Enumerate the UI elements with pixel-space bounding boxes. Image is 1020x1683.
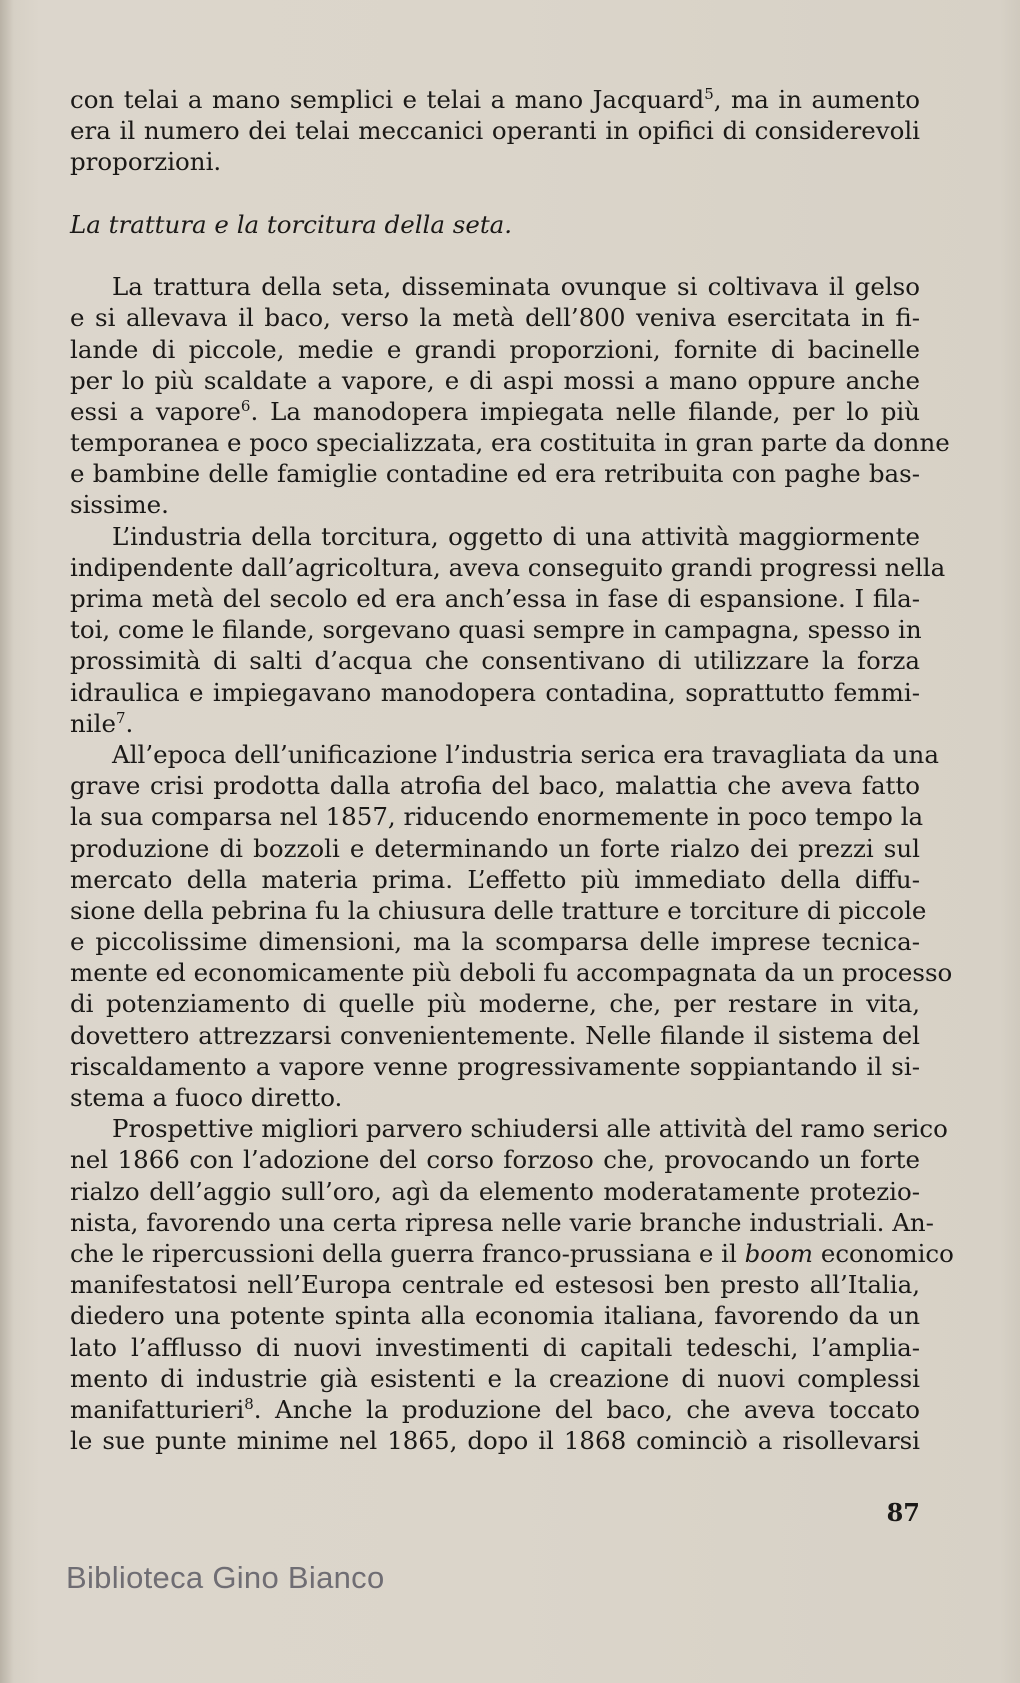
text-line: diedero una potente spinta alla economia italiana, favorendo da un (70, 1301, 920, 1331)
text-line: L’industria della torcitura, oggetto di una attività maggiormente (112, 521, 920, 551)
footnote-ref: 8 (244, 1394, 254, 1413)
italic-term: boom (744, 1238, 814, 1268)
text-line: grave crisi prodotta dalla atrofia del baco, malattia che aveva fatto (70, 771, 920, 801)
body-text (70, 84, 954, 1456)
text-line: mento di industrie già esistenti e la creazione di nuovi complessi (70, 1363, 920, 1393)
text-line: manifestatosi nell’Europa centrale ed estesosi ben presto all’Italia, (70, 1270, 920, 1300)
text-line: prossimità di salti d’acqua che consentivano di utilizzare la forza (70, 646, 920, 676)
text-line: riscaldamento a vapore venne progressivamente soppiantando il si- (70, 1051, 920, 1081)
text-line: era il numero dei telai meccanici operanti in opifici di considerevoli (70, 116, 920, 146)
text-line: e si allevava il baco, verso la metà dell’800 veniva esercitata in fi- (70, 303, 920, 333)
text-line: nile$^7$. (70, 708, 134, 738)
text-line: e piccolissime dimensioni, ma la scomparsa delle imprese tecnica- (70, 927, 920, 957)
page-number: 87 (886, 1498, 920, 1527)
library-watermark: Biblioteca Gino Bianco (66, 1560, 385, 1595)
text-line: di potenziamento di quelle più moderne, che, per restare in vita, (70, 989, 920, 1019)
text-line: stema a fuoco diretto. (70, 1083, 343, 1112)
text-line: prima metà del secolo ed era anch’essa in fase di espansione. I fila- (70, 584, 920, 613)
footnote-ref: 6 (240, 396, 251, 415)
text-line: Prospettive migliori parvero schiudersi alle attività del ramo serico (112, 1114, 948, 1144)
text-line: All’epoca dell’unificazione l’industria serica era travagliata da una (112, 739, 939, 769)
text-line: lato l’afflusso di nuovi investimenti di capitali tedeschi, l’amplia- (70, 1332, 920, 1362)
text-line: mercato della materia prima. L’effetto più immediato della diffu- (70, 864, 920, 894)
text-line: essi a vapore$^6$. La manodopera impiegata nelle filande, per lo più (70, 396, 920, 426)
footnote-ref: 7 (115, 708, 126, 727)
text-line: che le ripercussioni della guerra franco-prussiana e il boom economico (70, 1238, 954, 1268)
text-line: sione della pebrina fu la chiusura delle tratture e torciture di piccole (70, 895, 927, 925)
text-line: produzione di bozzoli e determinando un forte rialzo dei prezzi sul (70, 833, 920, 863)
text-line: La trattura della seta, disseminata ovunque si coltivava il gelso (112, 272, 920, 302)
footnote-ref: 5 (704, 84, 714, 103)
text-line: nel 1866 con l’adozione del corso forzoso che, provocando un forte (70, 1145, 920, 1175)
text-line: dovettero attrezzarsi convenientemente. Nelle filande il sistema del (70, 1020, 920, 1050)
text-line: proporzioni. (70, 147, 222, 177)
text-line: e bambine delle famiglie contadine ed era retribuita con paghe bas- (70, 459, 920, 489)
text-line: per lo più scaldate a vapore, e di aspi mossi a mano oppure anche (70, 365, 920, 395)
text-line: manifatturieri$^8$. Anche la produzione del baco, che aveva toccato (70, 1394, 920, 1424)
text-line: le sue punte minime nel 1865, dopo il 1868 cominciò a risollevarsi (70, 1426, 920, 1456)
text-line: nista, favorendo una certa ripresa nelle varie branche industriali. An- (70, 1207, 934, 1237)
text-line: sissime. (70, 490, 169, 520)
text-line: toi, come le filande, sorgevano quasi sempre in campagna, spesso in (70, 615, 922, 645)
text-line: mente ed economicamente più deboli fu accompagnata da un processo (70, 958, 953, 988)
text-line: temporanea e poco specializzata, era costituita in gran parte da donne (70, 428, 950, 458)
text-line: lande di piccole, medie e grandi proporzioni, fornite di bacinelle (70, 334, 920, 364)
text-line: rialzo dell’aggio sull’oro, agì da elemento moderatamente protezio- (70, 1176, 920, 1206)
text-line: idraulica e impiegavano manodopera contadina, soprattutto femmi- (70, 677, 920, 707)
text-line: con telai a mano semplici e telai a mano Jacquard$^5$, ma in aumento (70, 84, 920, 114)
text-line: indipendente dall’agricoltura, aveva conseguito grandi progressi nella (70, 552, 946, 582)
section-heading: La trattura e la torcitura della seta. (70, 209, 513, 239)
text-line: la sua comparsa nel 1857, riducendo enormemente in poco tempo la (70, 802, 924, 832)
